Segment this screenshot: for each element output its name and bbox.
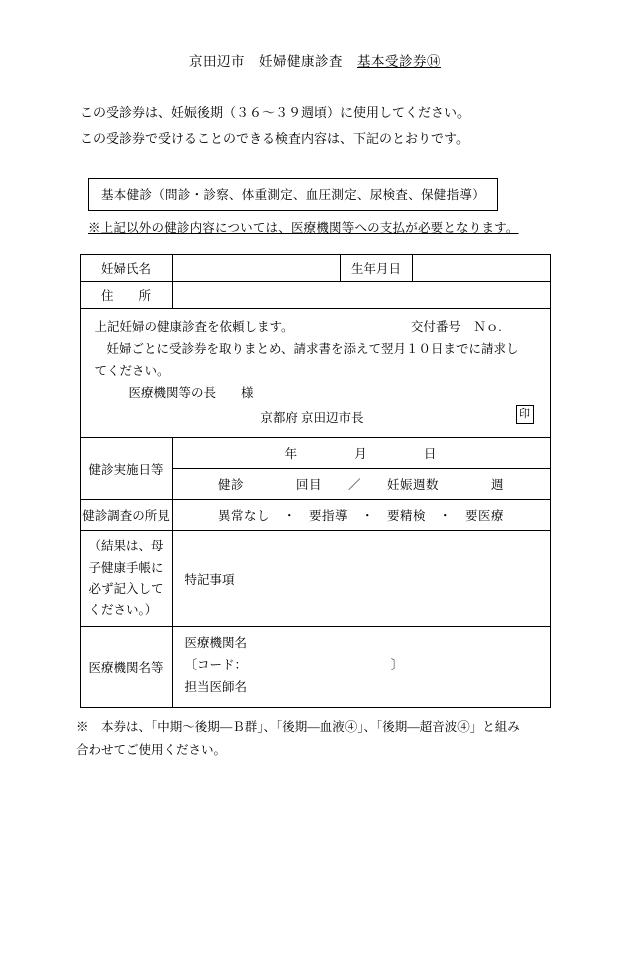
intro-line-2: この受診券で受けることのできる検査内容は、下記のとおりです。: [80, 131, 469, 146]
field-exam-date[interactable]: [172, 438, 550, 469]
doctor-name-label: 担当医師名: [184, 680, 248, 695]
seal-stamp: 印: [516, 405, 534, 424]
label-institution: 医療機関名等: [80, 627, 172, 708]
page-title: [0, 50, 630, 70]
page-title-main: 京田辺市 妊婦健康診査: [189, 54, 357, 69]
footer-line-1: ※ 本券は、「中期〜後期―Ｂ群」、「後期―血液④」、「後期―超音波④」と組み: [76, 720, 520, 734]
page-title-underlined: 基本受診券⑭: [357, 54, 441, 69]
findings-options-text: 異常なし ・ 要指導 ・ 要精検 ・ 要医療: [217, 509, 504, 524]
label-birthdate: 生年月日: [340, 255, 412, 282]
request-line-3: てください。: [94, 363, 170, 378]
issue-number-label: 交付番号 Ｎｏ.: [410, 320, 502, 334]
footer-line-2: 合わせてご使用ください。: [76, 742, 227, 757]
table-row: [80, 282, 550, 309]
table-row: [80, 500, 550, 531]
intro-text: [0, 100, 630, 152]
payment-note: ※上記以外の健診内容については、医療機関等への支払が必要となります。: [88, 221, 519, 235]
field-special-notes[interactable]: [172, 531, 550, 627]
date-year-label: 年: [284, 447, 299, 462]
request-block: [80, 309, 550, 438]
request-line-2: 妊婦ごとに受診券を取りまとめ、請求書を添えて翌月１０日までに請求し: [106, 341, 519, 356]
label-address: 住 所: [80, 282, 172, 309]
mayor-text: 京都府 京田辺市長: [260, 410, 364, 425]
label-pregnant-name: 妊婦氏名: [80, 255, 172, 282]
institution-name-label: 医療機関名: [184, 636, 248, 651]
footer-note: [76, 716, 554, 761]
request-line-1: 上記妊婦の健康診査を依頼します。: [94, 320, 294, 334]
voucher-form-table: [80, 254, 551, 708]
date-month-label: 月: [354, 447, 368, 462]
document-page: [0, 50, 630, 953]
intro-line-1: この受診券は、妊娠後期（３６〜３９週頃）に使用してください。: [80, 105, 471, 120]
label-exam-date: 健診実施日等: [80, 438, 172, 500]
mayor-line: [95, 405, 540, 430]
field-address[interactable]: [172, 282, 550, 309]
table-row: [80, 309, 550, 438]
findings-note-cell: [80, 531, 172, 627]
field-pregnant-name[interactable]: [172, 255, 340, 282]
findings-note-text: （結果は、母子健康手帳に必ず記入してください。）: [88, 539, 164, 618]
exam-count-week-text: 健診 回目 ／ 妊娠週数 週: [217, 478, 504, 493]
field-exam-count-week[interactable]: [172, 469, 550, 500]
institution-code-label: 〔コード： 〕: [184, 658, 404, 673]
table-row: [80, 438, 550, 469]
field-findings-options[interactable]: [172, 500, 550, 531]
label-findings: 健診調査の所見: [80, 500, 172, 531]
field-birthdate[interactable]: [412, 255, 550, 282]
basic-exam-box: 基本健診（問診・診察、体重測定、血圧測定、尿検査、保健指導）: [88, 178, 498, 211]
request-line-4: 医療機関等の長 様: [128, 385, 254, 400]
table-row: [80, 255, 550, 282]
table-row: [80, 627, 550, 708]
special-notes-label: 特記事項: [184, 572, 235, 587]
table-row: [80, 531, 550, 627]
field-institution[interactable]: [172, 627, 550, 708]
exam-content-area: [0, 178, 630, 236]
date-day-label: 日: [423, 447, 438, 462]
